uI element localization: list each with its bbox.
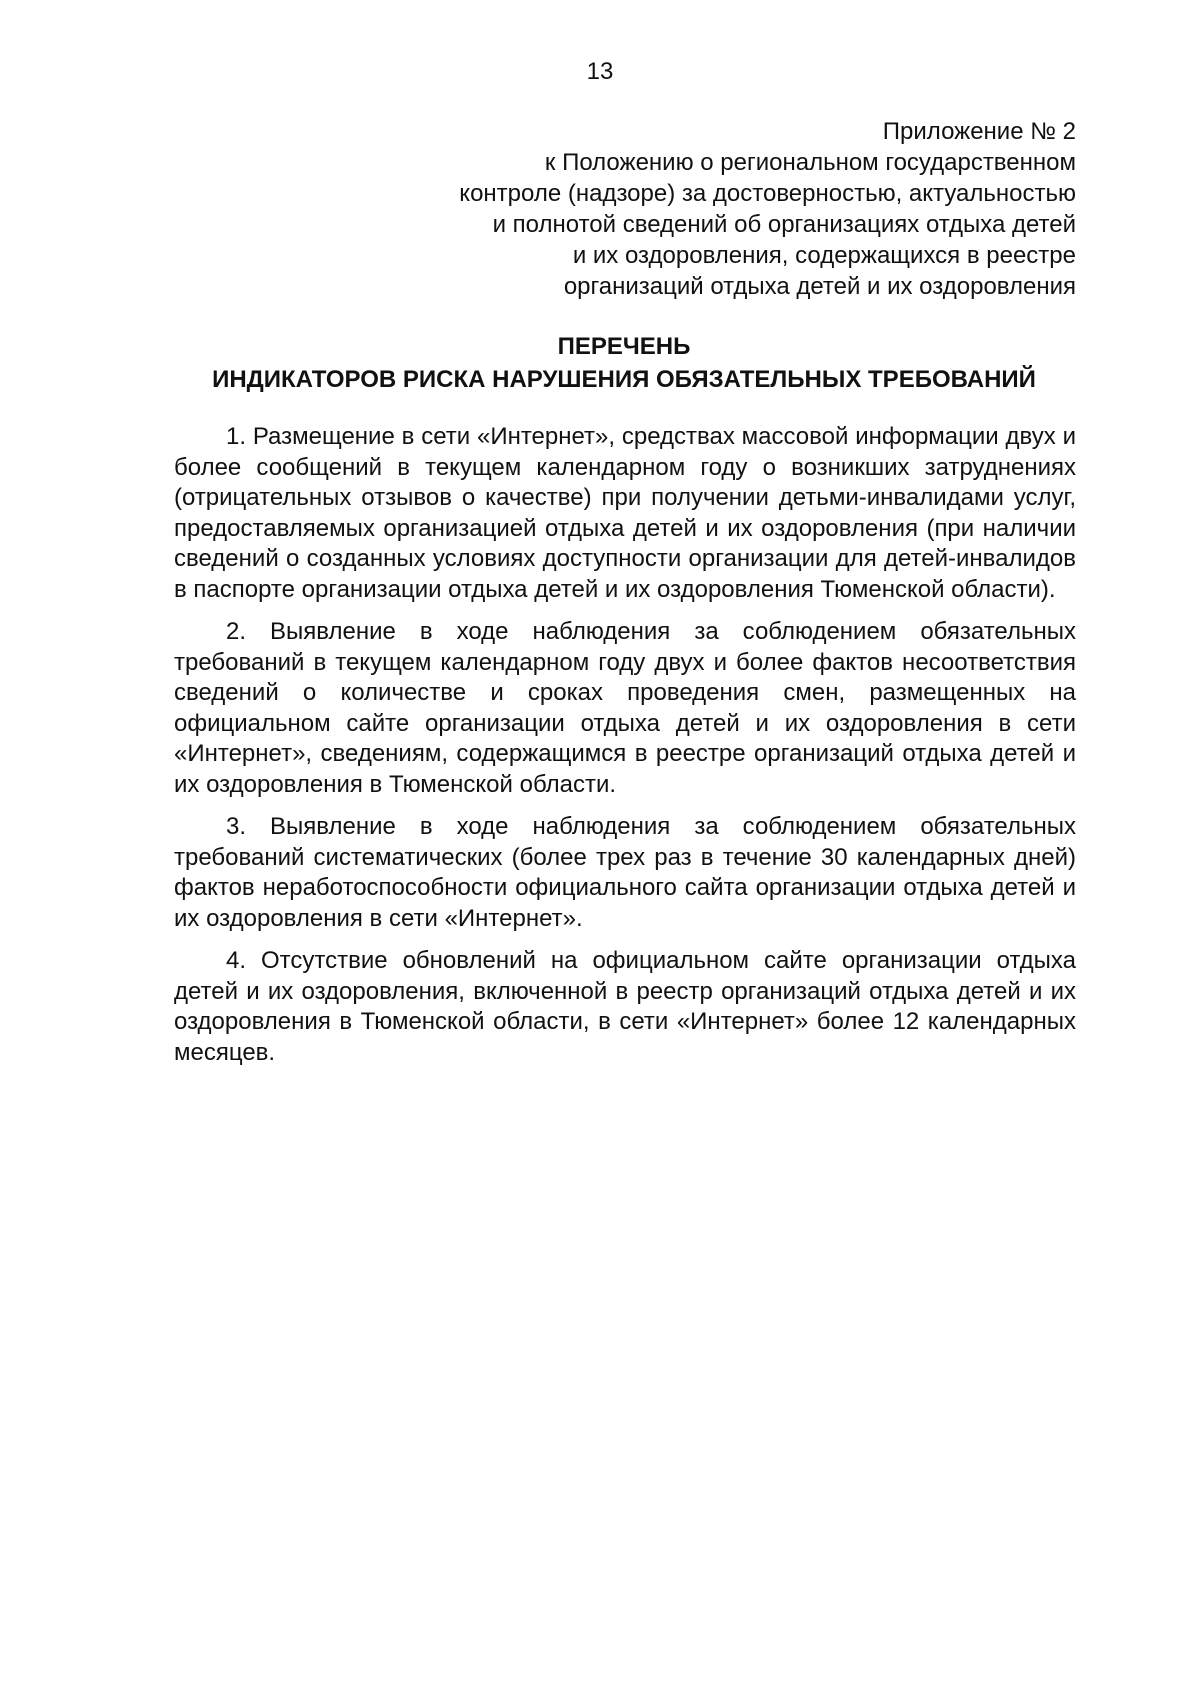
appendix-line: Приложение № 2 xyxy=(882,118,1076,145)
document-title xyxy=(172,330,1076,396)
appendix-line: и их оздоровления, содержащихся в реестре xyxy=(572,242,1076,269)
document-body xyxy=(174,422,1076,1080)
paragraph-2: 2. Выявление в ходе наблюдения за соблюдением обязательных требований в текущем календарном году двух и более фактов несоответствия сведений о количестве и сроках проведения смен, размещенных на официальном сайте организации отдыха детей и их оздоровления в сети «Интернет», сведениям, содержащимся в реестре организаций отдыха детей и их оздоровления в Тюменской области. xyxy=(174,618,1076,798)
paragraph-1: 1. Размещение в сети «Интернет», средствах массовой информации двух и более сообщений в текущем календарном году о возникших затруднениях (отрицательных отзывов о качестве) при получении детьми-инвалидами услуг, предоставляемых организацией отдыха детей и их оздоровления (при наличии сведений о созданных условиях доступности организации для детей-инвалидов в паспорте организации отдыха детей и их оздоровления Тюменской области). xyxy=(174,423,1076,603)
appendix-line: контроле (надзоре) за достоверностью, актуальностью xyxy=(459,180,1076,207)
title-line-2: ИНДИКАТОРОВ РИСКА НАРУШЕНИЯ ОБЯЗАТЕЛЬНЫХ ТРЕБОВАНИЙ xyxy=(212,366,1036,393)
appendix-line: к Положению о региональном государственном xyxy=(544,149,1076,176)
appendix-line: и полнотой сведений об организациях отдыха детей xyxy=(492,211,1076,238)
paragraph-4: 4. Отсутствие обновлений на официальном сайте организации отдыха детей и их оздоровления, включенной в реестр организаций отдыха детей и их оздоровления в Тюменской области, в сети «Интернет» более 12 календарных месяцев. xyxy=(174,947,1076,1066)
appendix-line: организаций отдыха детей и их оздоровления xyxy=(563,273,1076,300)
appendix-header xyxy=(316,116,1076,302)
paragraph-3: 3. Выявление в ходе наблюдения за соблюдением обязательных требований систематических (более трех раз в течение 30 календарных дней) фактов неработоспособности официального сайта организации отдыха детей и их оздоровления в сети «Интернет». xyxy=(174,813,1076,932)
page-number: 13 xyxy=(586,58,614,85)
title-line-1: ПЕРЕЧЕНЬ xyxy=(557,333,691,360)
